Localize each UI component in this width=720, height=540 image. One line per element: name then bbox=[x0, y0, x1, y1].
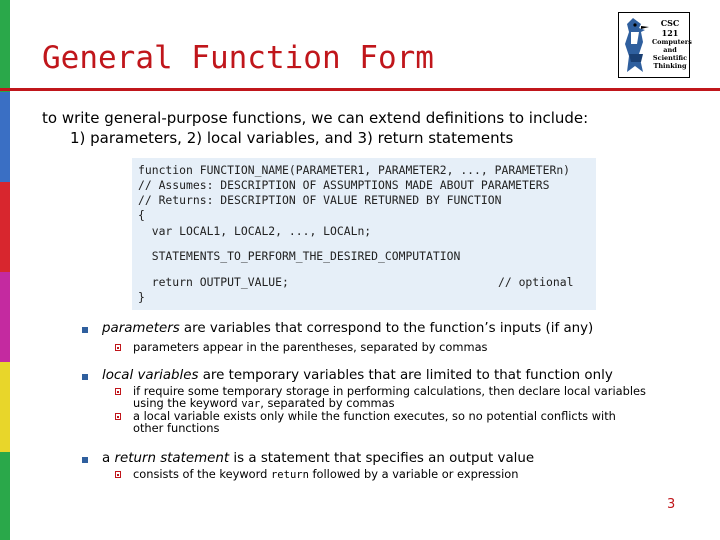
bullet-parameters bbox=[102, 321, 593, 336]
bullet-term: parameters bbox=[102, 321, 180, 336]
bullet-term: local variables bbox=[102, 368, 199, 383]
sub-bullet-line: a local variable exists only while the function executes, so no potential conflicts with bbox=[133, 409, 616, 423]
bullet-marker bbox=[82, 327, 88, 333]
keyword-var: var bbox=[241, 398, 261, 410]
code-line-optional-comment: // optional bbox=[498, 275, 574, 289]
code-line-return: return OUTPUT_VALUE; bbox=[138, 275, 289, 289]
code-line-returns: // Returns: DESCRIPTION OF VALUE RETURNED BY FUNCTION bbox=[138, 193, 502, 207]
bullet-text: is a statement that specifies an output value bbox=[229, 451, 535, 466]
code-line-close-brace: } bbox=[138, 290, 145, 304]
course-logo bbox=[618, 12, 690, 78]
sub-bullet-text: , separated by commas bbox=[260, 396, 395, 410]
sub-bullet-declare-var bbox=[133, 385, 693, 410]
intro-line-1: to write general-purpose functions, we can extend definitions to include: bbox=[42, 109, 589, 127]
bullet-text: are temporary variables that are limited to that function only bbox=[198, 368, 613, 383]
logo-line-scientific: Scientific bbox=[652, 54, 688, 62]
sub-bullet-text: using the keyword bbox=[133, 396, 242, 410]
intro-line-2: 1) parameters, 2) local variables, and 3) return statements bbox=[70, 129, 514, 147]
sub-bullet-line: other functions bbox=[133, 421, 220, 435]
sub-bullet-parameters-parentheses: parameters appear in the parentheses, separated by commas bbox=[133, 340, 488, 354]
sub-bullet-line: if require some temporary storage in performing calculations, then declare local variables bbox=[133, 384, 646, 398]
intro-paragraph bbox=[42, 108, 682, 148]
bullet-marker bbox=[82, 374, 88, 380]
title-divider bbox=[0, 88, 720, 91]
keyword-return: return bbox=[270, 469, 309, 481]
bullet-text: a bbox=[102, 451, 115, 466]
logo-line-computers: Computers bbox=[652, 38, 692, 46]
accent-strip-yellow bbox=[0, 362, 10, 452]
bullet-term: return statement bbox=[114, 451, 230, 466]
page-number: 3 bbox=[667, 497, 676, 512]
logo-line-and: and bbox=[663, 46, 677, 54]
sub-bullet-marker bbox=[115, 413, 121, 420]
sub-bullet-marker bbox=[115, 471, 121, 478]
code-line-var-declaration: var LOCAL1, LOCAL2, ..., LOCALn; bbox=[138, 224, 372, 238]
accent-strip-blue bbox=[0, 92, 10, 182]
sub-bullet-return-keyword bbox=[133, 468, 693, 481]
code-line-open-brace: { bbox=[138, 208, 145, 222]
bullet-text: are variables that correspond to the function’s inputs (if any) bbox=[179, 321, 594, 336]
accent-strip-red bbox=[0, 182, 10, 272]
sub-bullet-marker bbox=[115, 388, 121, 395]
code-line-assumes: // Assumes: DESCRIPTION OF ASSUMPTIONS MADE ABOUT PARAMETERS bbox=[138, 178, 550, 192]
accent-strip-green-bottom bbox=[0, 452, 10, 540]
accent-strip-green bbox=[0, 0, 10, 92]
code-block bbox=[132, 158, 596, 310]
accent-strip-magenta bbox=[0, 272, 10, 362]
bullet-marker bbox=[82, 457, 88, 463]
sub-bullet-text: consists of the keyword bbox=[133, 467, 271, 481]
bluejay-mascot-icon bbox=[619, 14, 653, 76]
sub-bullet-text: followed by a variable or expression bbox=[308, 467, 519, 481]
bullet-return-statement bbox=[102, 451, 534, 466]
slide-title: General Function Form bbox=[42, 40, 434, 76]
bullet-local-variables bbox=[102, 368, 613, 383]
code-line-signature: function FUNCTION_NAME(PARAMETER1, PARAMETER2, ..., PARAMETERn) bbox=[138, 163, 571, 177]
sub-bullet-local-lifetime bbox=[133, 410, 693, 434]
logo-course-code: CSC 121 bbox=[660, 18, 680, 38]
code-line-statements: STATEMENTS_TO_PERFORM_THE_DESIRED_COMPUTATION bbox=[138, 249, 461, 263]
sub-bullet-marker bbox=[115, 344, 121, 351]
logo-line-thinking: Thinking bbox=[653, 62, 687, 70]
